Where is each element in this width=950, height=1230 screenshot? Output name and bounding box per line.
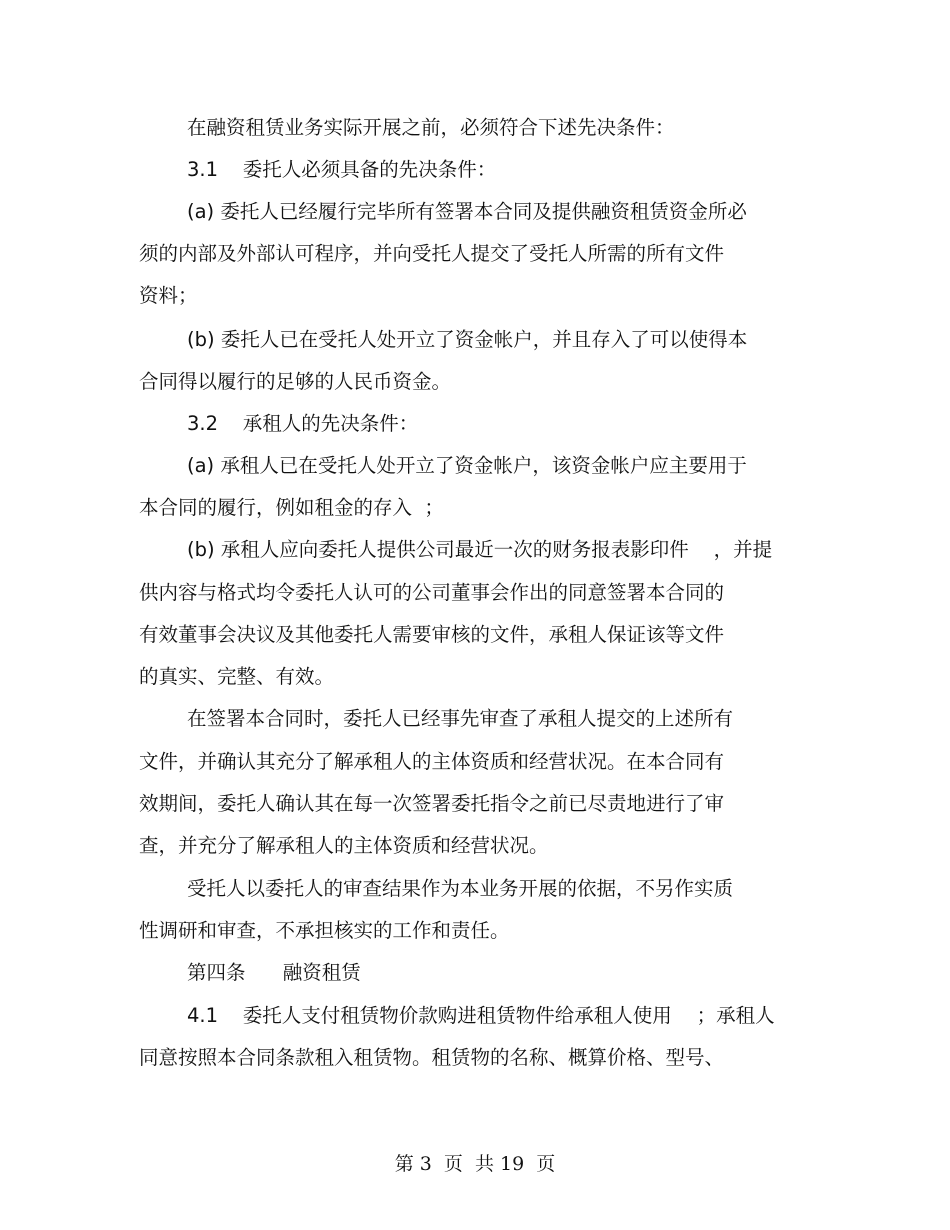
text-line: 4.1 委托人支付租赁物价款购进租赁物件给承租人使用 ；承租人 — [187, 1004, 775, 1027]
text-line: 同意按照本合同条款租入租赁物。租赁物的名称、概算价格、型号、 — [139, 1046, 725, 1069]
text-line: 的真实、完整、有效。 — [139, 665, 335, 688]
text-line: 效期间，委托人确认其在每一次签署委托指令之前已尽责地进行了审 — [139, 792, 725, 815]
text-line: 有效董事会决议及其他委托人需要审核的文件，承租人保证该等文件 — [139, 623, 725, 646]
text-line: 文件，并确认其充分了解承租人的主体资质和经营状况。在本合同有 — [139, 750, 725, 773]
page-number-footer: 第 3 页 共 19 页 — [394, 1153, 556, 1175]
text-line: 在签署本合同时，委托人已经事先审查了承租人提交的上述所有 — [187, 707, 734, 730]
text-line: 供内容与格式均令委托人认可的公司董事会作出的同意签署本合同的 — [139, 581, 725, 604]
text-line: (b) 承租人应向委托人提供公司最近一次的财务报表影印件 ，并提 — [187, 538, 773, 561]
text-line: 本合同的履行，例如租金的存入 ； — [139, 496, 444, 519]
text-line: (b) 委托人已在受托人处开立了资金帐户，并且存入了可以使得本 — [187, 328, 748, 351]
text-line: 在融资租赁业务实际开展之前，必须符合下述先决条件： — [187, 116, 675, 139]
text-line: (a) 承租人已在受托人处开立了资金帐户，该资金帐户应主要用于 — [187, 454, 747, 477]
text-line: 受托人以委托人的审查结果作为本业务开展的依据，不另作实质 — [187, 877, 734, 900]
text-line: 查，并充分了解承租人的主体资质和经营状况。 — [139, 834, 549, 857]
section-heading: 3.2 承租人的先决条件： — [187, 412, 419, 435]
article-heading: 第四条 融资租赁 — [187, 961, 361, 984]
text-line: (a) 委托人已经履行完毕所有签署本合同及提供融资租赁资金所必 — [187, 200, 747, 223]
text-line: 性调研和审查，不承担核实的工作和责任。 — [139, 919, 510, 942]
text-line: 资料； — [139, 284, 198, 307]
text-line: 合同得以履行的足够的人民币资金。 — [139, 370, 452, 393]
section-heading: 3.1 委托人必须具备的先决条件： — [187, 158, 497, 181]
text-line: 须的内部及外部认可程序，并向受托人提交了受托人所需的所有文件 — [139, 242, 725, 265]
